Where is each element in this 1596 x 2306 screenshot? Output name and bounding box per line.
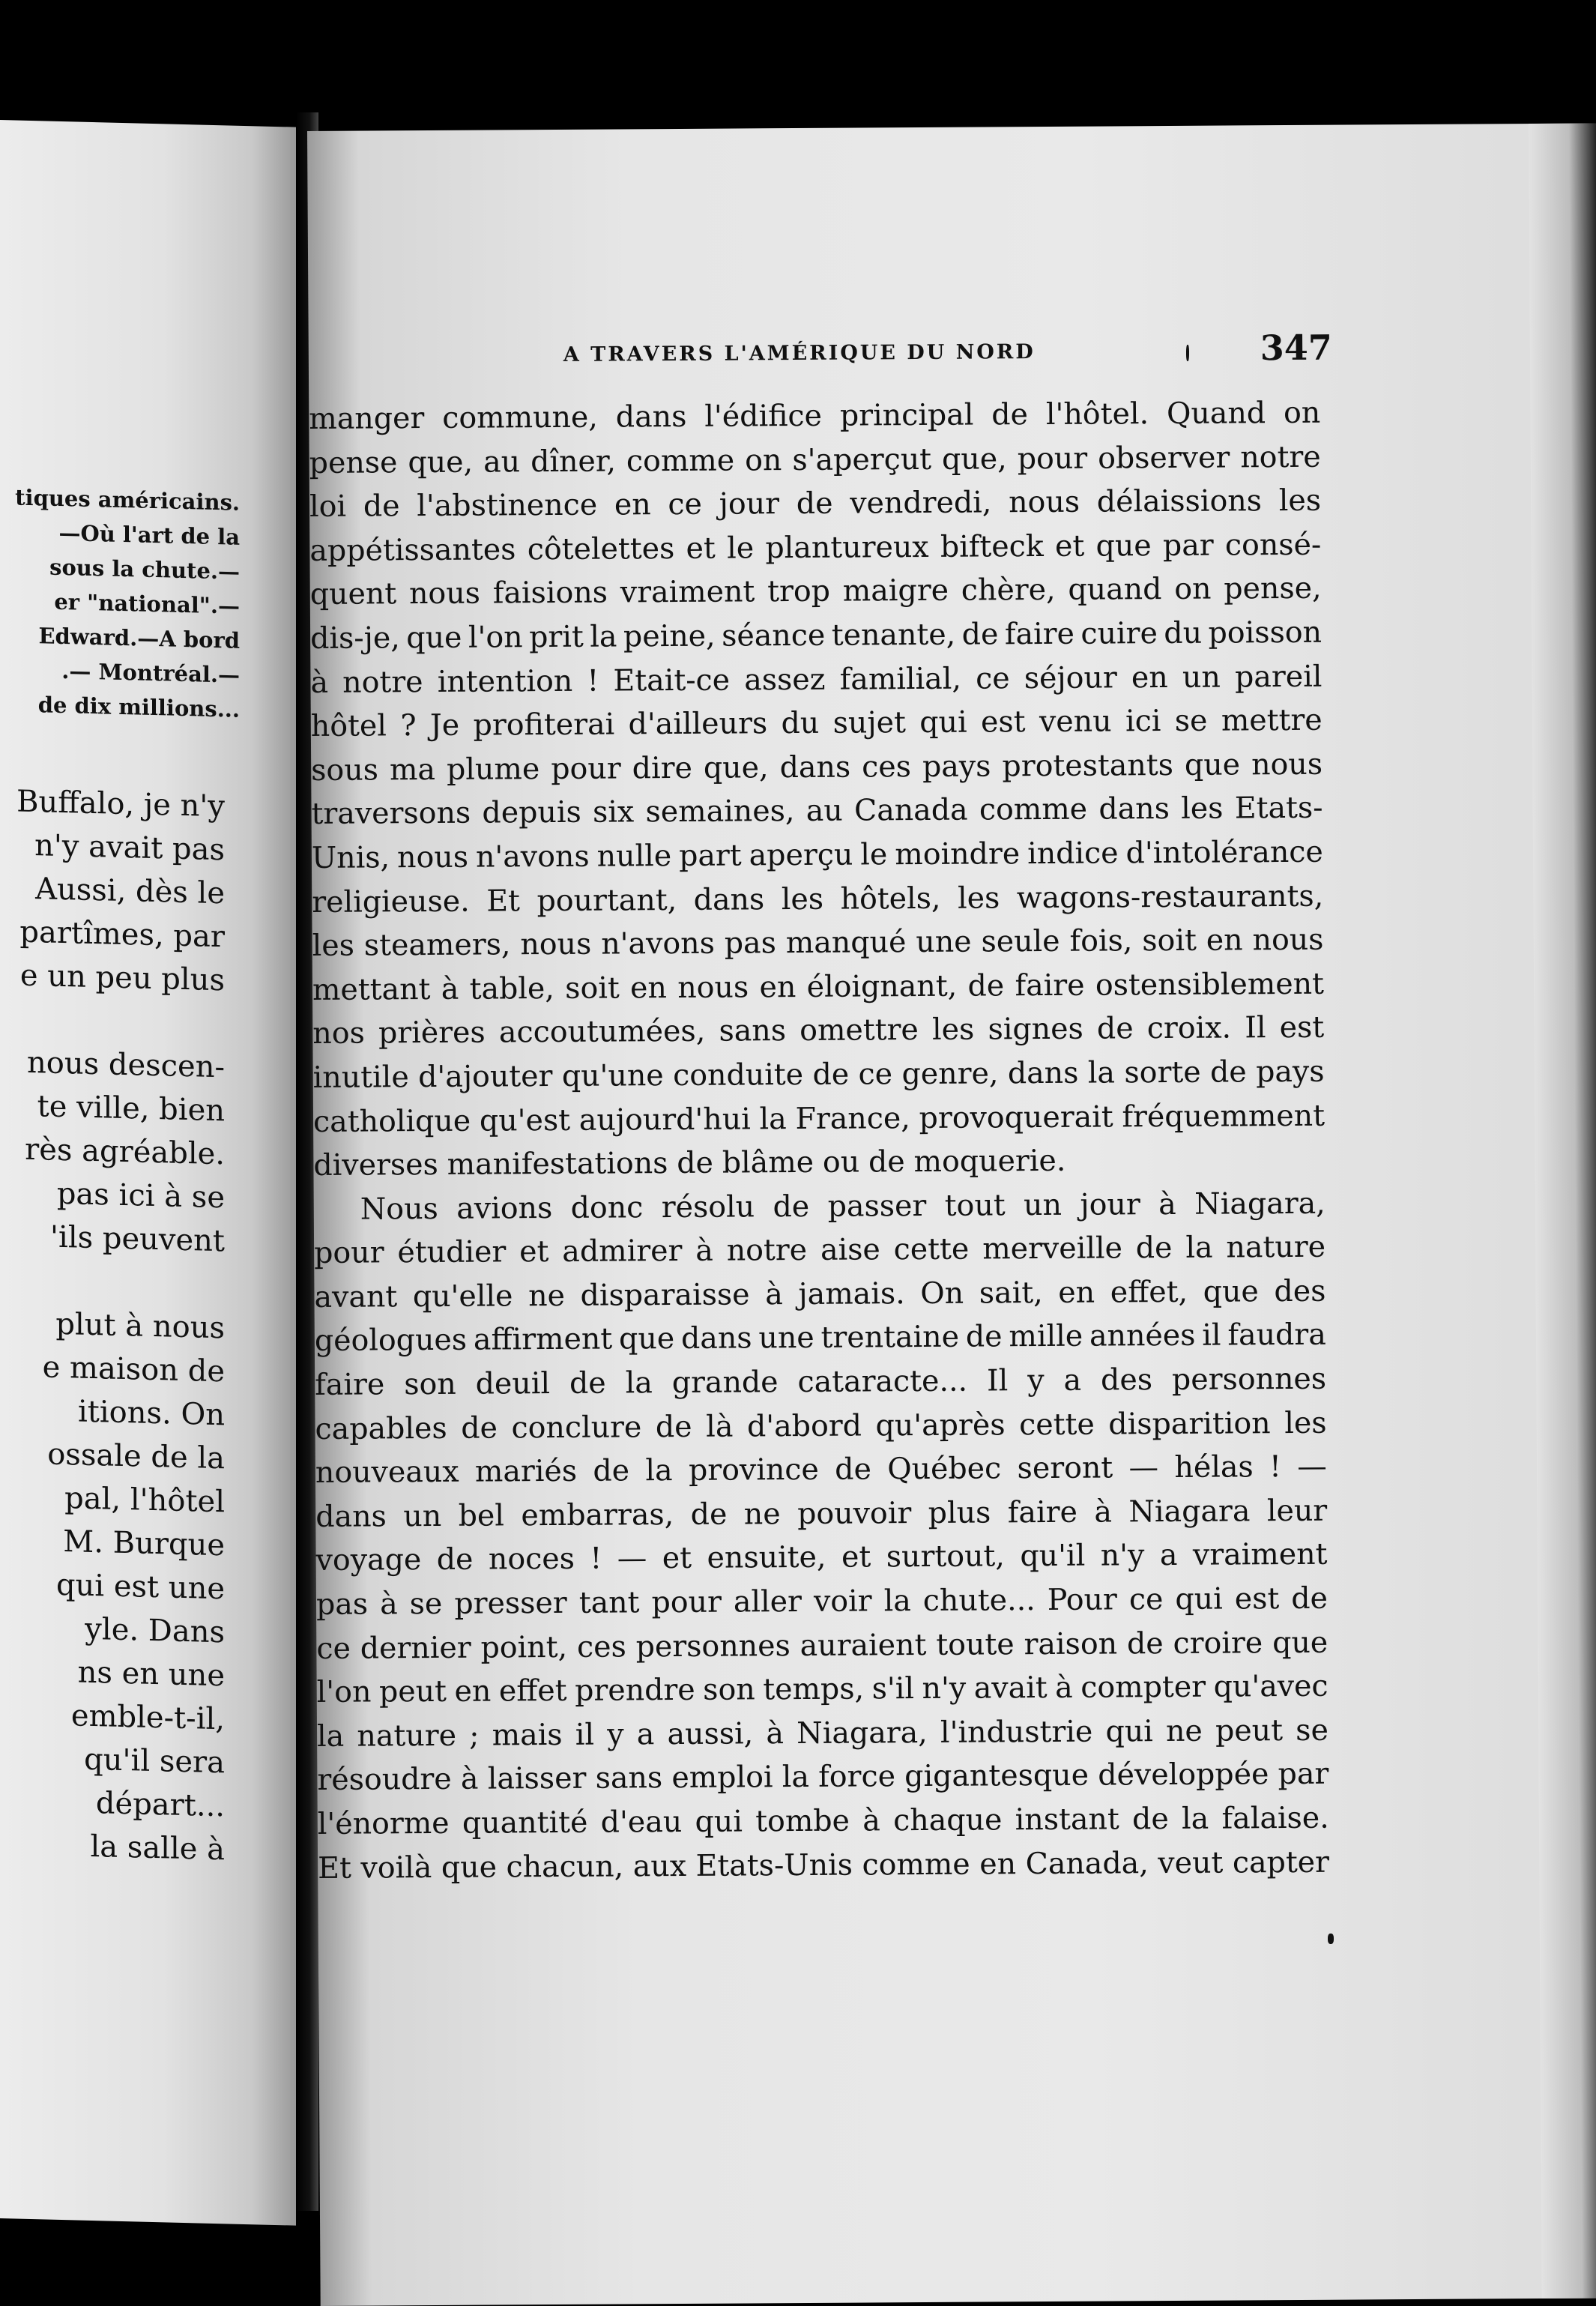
summary-line: de dix millions... — [37, 692, 240, 722]
text-line: loi de l'abstinence en ce jour de vendredi, nous délaissions les — [309, 483, 1322, 525]
text-line — [0, 1258, 225, 1306]
text-line: faire son deuil de la grande cataracte... Il y a des personnes — [315, 1361, 1327, 1403]
scan-speck — [1328, 1934, 1334, 1944]
text-line: emble-t-il, — [70, 1698, 225, 1737]
text-line: e maison de — [42, 1350, 225, 1389]
summary-line: sous la chute.— — [49, 554, 240, 585]
text-line: avant qu'elle ne disparaisse à jamais. On sait, en effet, que des — [314, 1273, 1326, 1315]
text-line: n'y avait pas — [34, 828, 225, 868]
text-line: hôtel ? Je profiterai d'ailleurs du sujet qui est venu ici se mettre — [310, 702, 1323, 744]
text-line: M. Burque — [63, 1524, 225, 1563]
text-line: partîmes, par — [19, 914, 225, 955]
text-line: capables de conclure de là d'abord qu'après cette disparition les — [315, 1405, 1327, 1446]
text-line: départ... — [95, 1786, 225, 1824]
text-line: itions. On — [77, 1394, 225, 1433]
text-line: pour étudier et admirer à notre aise cette merveille de la nature — [314, 1230, 1326, 1271]
text-line: ns en une — [77, 1655, 225, 1694]
text-line: Et voilà que chacun, aux Etats-Unis comme en Canada, veut capter — [318, 1844, 1330, 1886]
text-line: Buffalo, je n'y — [16, 784, 225, 824]
text-line — [0, 997, 225, 1045]
text-line: résoudre à laisser sans emploi la force gigantesque développée par — [317, 1757, 1329, 1798]
text-line: traversons depuis six semaines, au Canada comme dans les Etats- — [311, 791, 1323, 832]
text-line: Unis, nous n'avons nulle part aperçu le moindre indice d'intolérance — [311, 834, 1323, 875]
text-line: Aussi, dès le — [35, 872, 225, 911]
left-page-chapter-summary — [0, 480, 240, 727]
text-line: appétissantes côtelettes et le plantureux bifteck et que par consé- — [309, 527, 1322, 568]
text-line: la salle à — [90, 1829, 225, 1868]
running-head: A TRAVERS L'AMÉRIQUE DU NORD — [563, 340, 1036, 366]
body-text — [309, 391, 1329, 1890]
text-line: dans un bel embarras, de ne pouvoir plus faire à Niagara leur — [315, 1493, 1328, 1534]
text-line: dis-je, que l'on prit la peine, séance tenante, de faire cuire du poisson — [309, 615, 1323, 656]
text-line: qu'il sera — [84, 1742, 225, 1781]
text-line: religieuse. Et pourtant, dans les hôtels, les wagons-restaurants, — [312, 878, 1324, 920]
text-line: nous descen- — [26, 1045, 225, 1085]
text-line: nouveaux mariés de la province de Québec seront — hélas ! — — [315, 1449, 1327, 1491]
text-line: à notre intention ! Etait-ce assez familial, ce séjour en un pareil — [310, 659, 1323, 700]
text-line: géologues affirment que dans une trentaine de mille années il faudra — [314, 1318, 1326, 1359]
text-line: qui est une — [55, 1567, 225, 1607]
summary-line: er "national".— — [54, 588, 240, 619]
text-line: 'ils peuvent — [50, 1219, 225, 1259]
text-line: diverses manifestations de blâme ou de moquerie. — [313, 1143, 1066, 1183]
text-line: rès agréable. — [25, 1132, 225, 1172]
text-line: mettant à table, soit en nous en éloignant, de faire ostensiblement — [312, 966, 1325, 1007]
text-line: nos prières accoutumées, sans omettre les signes de croix. Il est — [312, 1010, 1325, 1051]
page-edge-shadow — [1529, 123, 1596, 2298]
text-line: Nous avions donc résolu de passer tout un jour à Niagara, — [360, 1186, 1326, 1227]
text-line: pas ici à se — [56, 1176, 225, 1216]
text-line: pal, l'hôtel — [64, 1481, 225, 1520]
left-page — [0, 120, 296, 2226]
right-page — [307, 123, 1596, 2305]
text-line: les steamers, nous n'avons pas manqué une seule fois, soit en nous — [312, 922, 1324, 964]
text-line: ossale de la — [47, 1437, 225, 1476]
summary-line: tiques américains. — [15, 484, 240, 516]
summary-line: —Où l'art de la — [58, 519, 240, 550]
text-line: plut à nous — [55, 1306, 225, 1346]
text-line: manger commune, dans l'édifice principal de l'hôtel. Quand on — [309, 395, 1321, 436]
summary-line: Edward.—A bord — [38, 623, 240, 654]
text-line: yle. Dans — [85, 1611, 225, 1650]
page-number: 347 — [1260, 327, 1332, 369]
text-line: l'énorme quantité d'eau qui tombe à chaque instant de la falaise. — [317, 1800, 1329, 1841]
text-line: catholique qu'est aujourd'hui la France, provoquerait fréquemment — [312, 1098, 1326, 1139]
text-line: ce dernier point, ces personnes auraient toute raison de croire que — [316, 1625, 1329, 1666]
text-line: te ville, bien — [37, 1089, 225, 1129]
scan-speck — [1186, 345, 1189, 361]
text-line: pense que, au dîner, comme on s'aperçut que, pour observer notre — [309, 439, 1321, 480]
text-line: la nature ; mais il y a aussi, à Niagara, l'industrie qui ne peut se — [316, 1712, 1329, 1754]
text-line: inutile d'ajouter qu'une conduite de ce genre, dans la sorte de pays — [312, 1054, 1325, 1095]
text-line: e un peu plus — [19, 958, 225, 998]
summary-line: .— Montréal.— — [61, 658, 240, 688]
text-line: voyage de noces ! — et ensuite, et surtout, qu'il n'y a vraiment — [315, 1537, 1328, 1578]
text-line: sous ma plume pour dire que, dans ces pays protestants que nous — [311, 746, 1323, 788]
text-line: l'on peut en effet prendre son temps, s'il n'y avait à compter qu'avec — [316, 1668, 1329, 1710]
text-line: pas à se presser tant pour aller voir la chute... Pour ce qui est de — [315, 1581, 1329, 1622]
text-line: quent nous faisions vraiment trop maigre chère, quand on pense, — [309, 571, 1322, 612]
left-page-body-text — [0, 779, 225, 1871]
